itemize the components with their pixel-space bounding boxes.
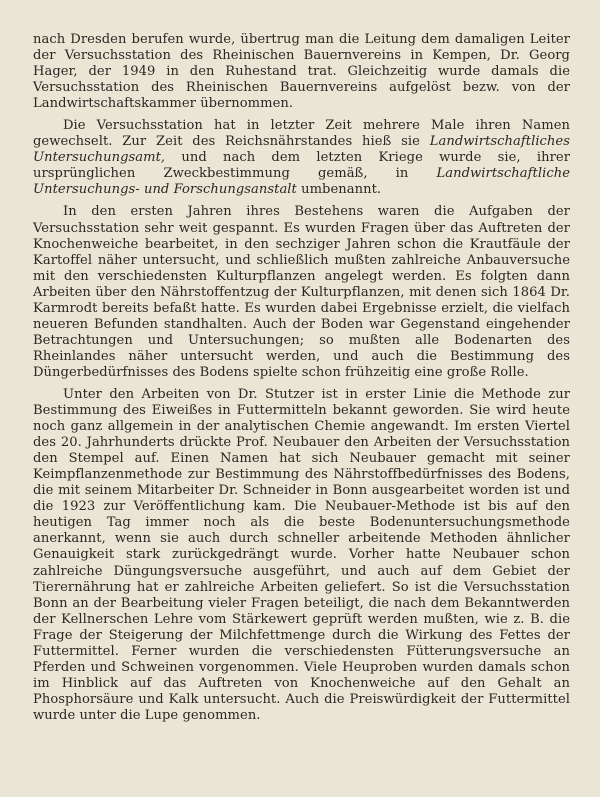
paragraph-2 [33, 118, 570, 198]
paragraph-2-text-b: und nach dem letzten Kriege wurde sie, ihrer ursprünglichen Zweckbestimmung gemäß, in [33, 150, 570, 182]
paragraph-2-text-c: umbenannt. [296, 182, 382, 198]
paragraph-4-text: Unter den Arbeiten von Dr. Stutzer ist in erster Linie die Methode zur Bestimmung des Eiweißes in Futtermitteln bekannt geworden. Sie wird heute noch ganz allgemein in der analytischen Chemie angewandt. Im ersten Viertel des 20. Jahrhunderts drückte Prof. Neubauer den Arbeiten der Versuchsstation den Stempel auf. Einen Namen hat sich Neubauer gemacht mit seiner Keimpflanzenmethode zur Bestimmung des Nährstoffbedürfnisses des Bodens, die mit seinem Mitarbeiter Dr. Schneider in Bonn ausgearbeitet worden ist und die 1923 zur Veröffentlichung kam. Die Neubauer-Methode ist bis auf den heutigen Tag immer noch als die beste Bodenuntersuchungsmethode anerkannt, wenn sie auch durch schneller arbeitende Methoden ähnlicher Genauigkeit stark zurückgedrängt wurde. Vorher hatte Neubauer schon zahlreiche Düngungsversuche ausgeführt, und auch auf dem Gebiet der Tierernährung hat er zahlreiche Arbeiten geliefert. So ist die Versuchsstation Bonn an der Bearbeitung vieler Fragen beteiligt, die nach dem Bekanntwerden der Kellnerschen Lehre vom Stärkewert geprüft werden mußten, wie z. B. die Frage der Steigerung der Milchfettmenge durch die Wirkung des Fettes der Futtermittel. Ferner wurden die verschiedensten Fütterungsversuche an Pferden und Schweinen vorgenommen. Viele Heuproben wurden damals schon im Hinblick auf das Auftreten von Knochenweiche auf den Gehalt an Phosphorsäure und Kalk untersucht. Auch die Preiswürdigkeit der Futtermittel wurde unter die Lupe genommen. [33, 386, 570, 723]
paragraph-2-italic-untersuchungsamt: Landwirtschaftliches Untersuchungsamt, [33, 134, 570, 166]
paragraph-1-text: nach Dresden berufen wurde, übertrug man die Leitung dem damaligen Leiter der Versuchsstation des Rheinischen Bauernvereins in Kempen, Dr. Georg Hager, der 1949 in den Ruhestand trat. Gleichzeitig wurde damals die Versuchsstation des Rheinischen Bauernvereins aufgelöst bezw. von der Landwirtschaftskammer übernommen. [33, 32, 570, 112]
paragraph-3-text: In den ersten Jahren ihres Bestehens waren die Aufgaben der Versuchsstation sehr weit gespannt. Es wurden Fragen über das Auftreten der Knochenweiche bearbeitet, in den sechziger Jahren schon die Krautfäule der Kartoffel näher untersucht, und schließlich mußten zahlreiche Anbauversuche mit den verschiedensten Kulturpflanzen angelegt werden. Es folgten dann Arbeiten über den Nährstoffentzug der Kulturpflanzen, mit denen sich 1864 Dr. Karmrodt bereits befaßt hatte. Es wurden dabei Ergebnisse erzielt, die vielfach neueren Befunden standhalten. Auch der Boden war Gegenstand eingehender Betrachtungen und Untersuchungen; so mußten alle Bodenarten des Rheinlandes näher untersucht werden, und auch die Bestimmung des Düngerbedürfnisses des Bodens spielte schon frühzeitig eine große Rolle. [33, 204, 570, 380]
paragraph-2-text-a: Die Versuchsstation hat in letzter Zeit mehrere Male ihren Namen gewechselt. Zur Zeit des Reichsnährstandes hieß sie [33, 118, 570, 150]
paragraph-2-italic-forschungsanstalt: Landwirtschaftliche Untersuchungs- und Forschungsanstalt [33, 166, 570, 198]
paragraph-3 [33, 204, 570, 381]
paragraph-4 [33, 387, 570, 724]
paragraph-1 [33, 32, 570, 112]
